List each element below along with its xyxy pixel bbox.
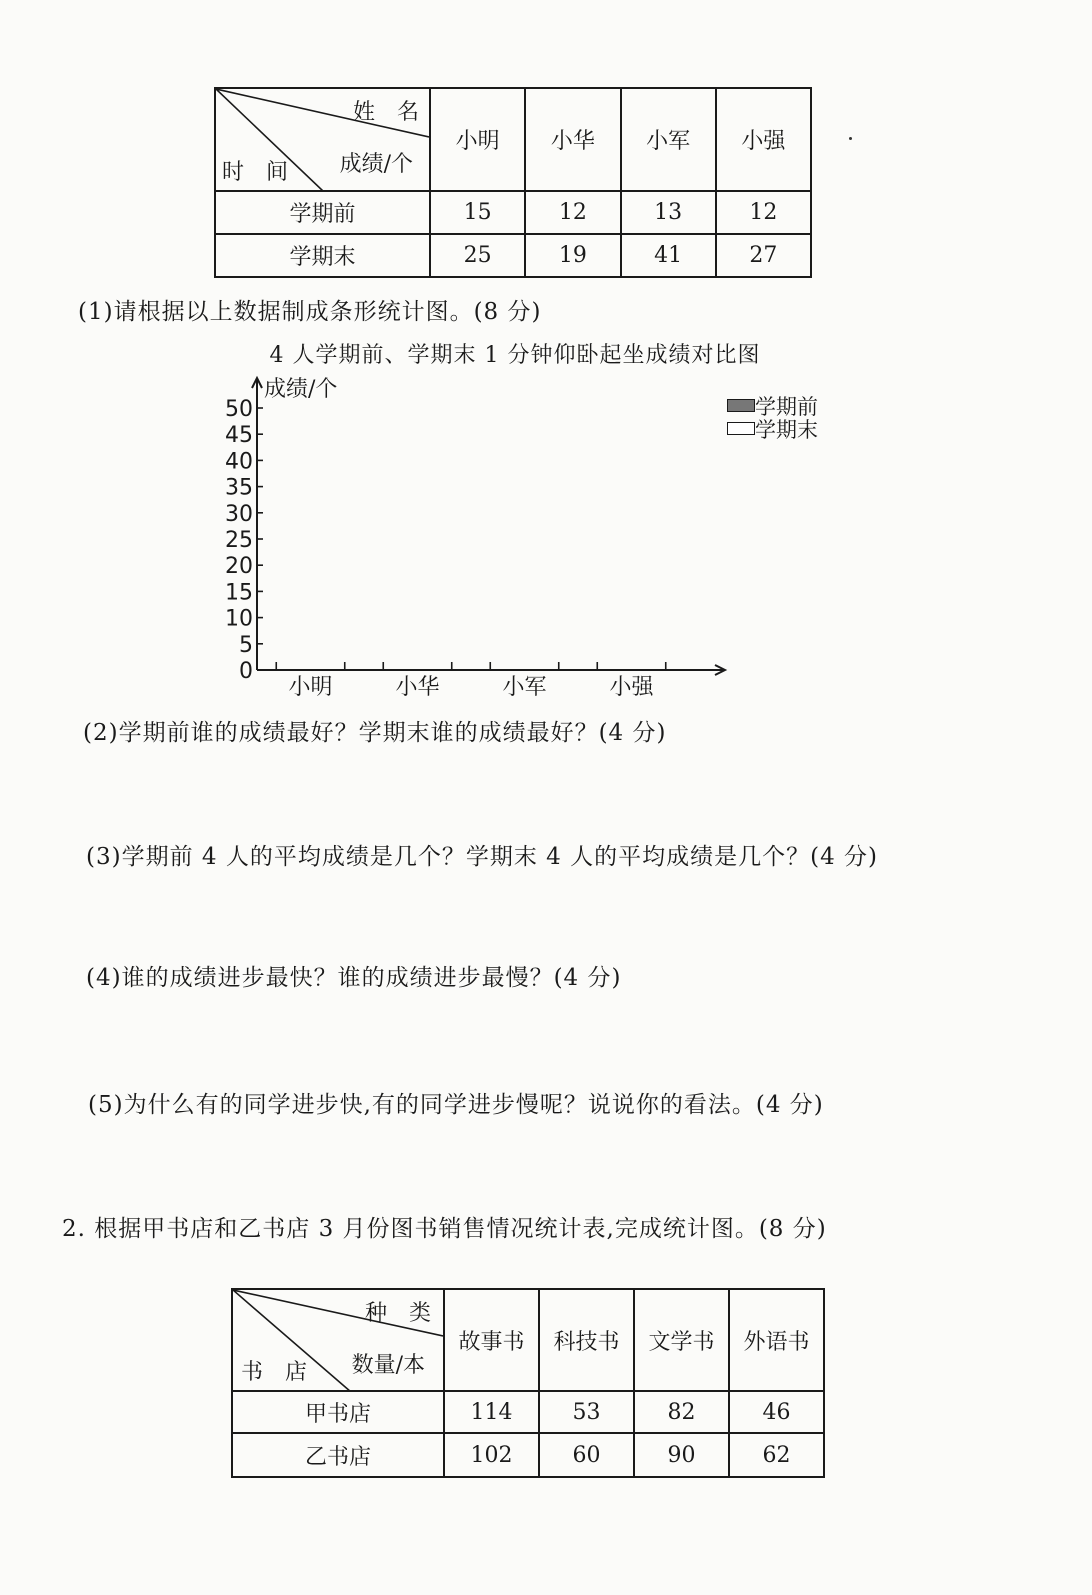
row-label: 乙书店 — [232, 1433, 444, 1477]
column-header: 小华 — [525, 88, 620, 191]
table-cell: 60 — [539, 1433, 634, 1477]
y-tick-label: 0 — [239, 659, 253, 684]
table-header-diagonal — [232, 1289, 444, 1391]
table-cell: 46 — [729, 1391, 824, 1433]
legend-swatch-before — [727, 399, 755, 412]
table-cell: 41 — [621, 234, 716, 277]
table-cell: 53 — [539, 1391, 634, 1433]
y-tick-label: 15 — [225, 580, 253, 606]
y-tick-label: 45 — [225, 423, 253, 449]
x-tick-label: 小明 — [288, 675, 333, 700]
table-cell: 90 — [634, 1433, 729, 1477]
table-cell: 82 — [634, 1391, 729, 1433]
x-tick-label: 小强 — [609, 675, 654, 700]
y-tick-label: 35 — [225, 475, 253, 501]
x-tick-label: 小军 — [502, 675, 547, 700]
question-1: (1)请根据以上数据制成条形统计图。(8 分) — [78, 299, 542, 325]
header-time-label: 时 间 — [222, 160, 289, 185]
question-3: (3)学期前 4 人的平均成绩是几个？学期末 4 人的平均成绩是几个？(4 分) — [86, 844, 878, 870]
table-cell: 19 — [525, 234, 620, 277]
table-header-diagonal — [215, 88, 430, 191]
table-cell: 27 — [716, 234, 811, 277]
header-name-label: 姓 名 — [352, 100, 419, 125]
question-5: (5)为什么有的同学进步快,有的同学进步慢呢？说说你的看法。(4 分) — [88, 1092, 824, 1118]
y-axis-label: 成绩/个 — [264, 377, 338, 402]
header-category-label: 种 类 — [364, 1301, 431, 1326]
header-store-label: 书 店 — [241, 1360, 308, 1385]
y-tick-label: 20 — [225, 554, 253, 580]
column-header: 小强 — [716, 88, 811, 191]
table-cell: 114 — [444, 1391, 539, 1433]
row-label: 甲书店 — [232, 1391, 444, 1433]
table-row — [215, 191, 811, 234]
header-score-label: 成绩/个 — [339, 152, 413, 177]
stray-dot — [849, 137, 852, 140]
table-cell: 62 — [729, 1433, 824, 1477]
table-row — [232, 1433, 824, 1477]
chart-title: 4 人学期前、学期末 1 分钟仰卧起坐成绩对比图 — [269, 343, 761, 368]
legend-label: 学期前 — [755, 394, 818, 419]
y-tick-label: 5 — [239, 632, 253, 658]
row-label: 学期末 — [215, 234, 430, 277]
y-tick-label: 10 — [225, 606, 253, 632]
row-label: 学期前 — [215, 191, 430, 234]
table-cell: 102 — [444, 1433, 539, 1477]
table-cell: 13 — [621, 191, 716, 234]
table-cell: 12 — [525, 191, 620, 234]
column-header: 小军 — [621, 88, 716, 191]
table-cell: 15 — [430, 191, 525, 234]
x-tick-label: 小华 — [395, 675, 440, 700]
column-header: 科技书 — [539, 1289, 634, 1391]
column-header: 外语书 — [729, 1289, 824, 1391]
question-4: (4)谁的成绩进步最快？谁的成绩进步最慢？(4 分) — [86, 965, 622, 991]
table-row — [232, 1391, 824, 1433]
y-tick-label: 30 — [225, 501, 253, 527]
y-tick-label: 25 — [225, 528, 253, 553]
legend-swatch-after — [727, 422, 755, 435]
legend-item — [727, 417, 818, 440]
problem-2: 2. 根据甲书店和乙书店 3 月份图书销售情况统计表,完成统计图。(8 分) — [62, 1216, 827, 1242]
table-cell: 25 — [430, 234, 525, 277]
legend-label: 学期末 — [755, 417, 818, 442]
y-tick-label: 50 — [225, 397, 253, 422]
legend — [727, 394, 818, 440]
column-header: 小明 — [430, 88, 525, 191]
table-row — [215, 234, 811, 277]
column-header: 故事书 — [444, 1289, 539, 1391]
header-quantity-label: 数量/本 — [351, 1353, 425, 1378]
column-header: 文学书 — [634, 1289, 729, 1391]
table-cell: 12 — [716, 191, 811, 234]
question-2: (2)学期前谁的成绩最好？学期末谁的成绩最好？(4 分) — [83, 720, 667, 746]
score-table — [214, 87, 812, 278]
bookstore-table — [231, 1288, 825, 1478]
y-tick-label: 40 — [225, 449, 253, 475]
bar-chart — [190, 368, 750, 708]
